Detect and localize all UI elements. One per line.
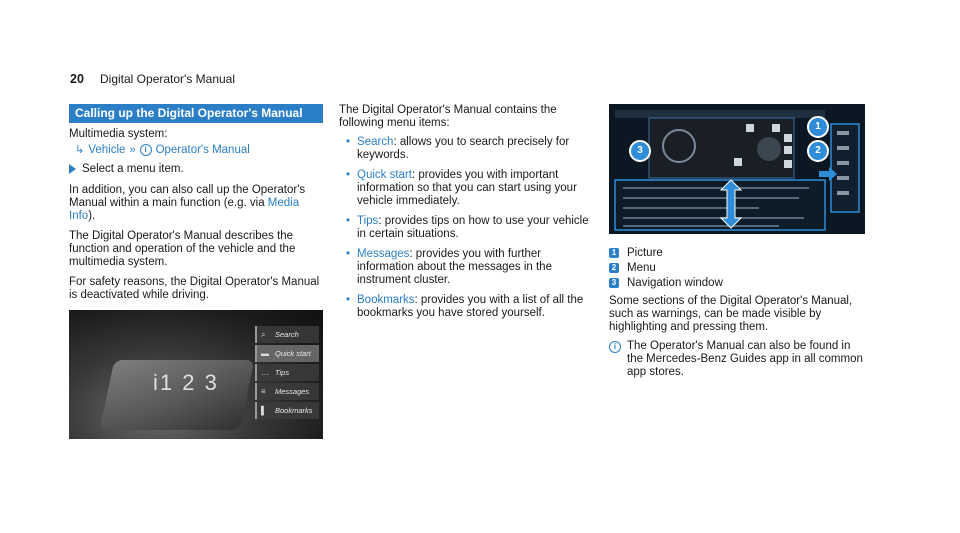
info-icon: i bbox=[140, 144, 152, 156]
manual-screen-image bbox=[609, 104, 865, 234]
screen-menu-messages[interactable]: ≡ Messages bbox=[255, 383, 319, 400]
note-text: The Operator's Manual can also be found in the Mercedes-Benz Guides app in all common app stores. bbox=[627, 340, 863, 378]
screen-menu-tips[interactable]: … Tips bbox=[255, 364, 319, 381]
screen-menu-bookmarks[interactable]: ▌ Bookmarks bbox=[255, 402, 319, 419]
list-item: • Tips: provides tips on how to use your vehicle in certain situations. bbox=[339, 215, 597, 241]
section-heading: Calling up the Digital Operator's Manual bbox=[69, 104, 323, 123]
display-screen-image bbox=[69, 310, 323, 439]
system-label: Multimedia system: bbox=[69, 128, 168, 140]
contents-list bbox=[339, 136, 597, 320]
path-arrow-icon: ↳ bbox=[69, 144, 85, 156]
double-chevron-icon: » bbox=[129, 143, 136, 156]
note bbox=[609, 340, 865, 379]
term-tips[interactable]: Tips bbox=[357, 215, 379, 227]
list-item: • Messages: provides you with further information about the messages in the instrument cluster. bbox=[339, 248, 597, 287]
note-info-icon: i bbox=[609, 341, 621, 353]
play-step-icon bbox=[69, 164, 76, 174]
list-item: • Bookmarks: provides you with a list of all the bookmarks you have stored yourself. bbox=[339, 294, 597, 320]
page-number: 20 bbox=[70, 72, 84, 86]
term-search[interactable]: Search bbox=[357, 136, 394, 148]
callout-1: 1 bbox=[807, 116, 829, 138]
display-logo-text: i1 2 3 bbox=[153, 370, 219, 395]
middle-column bbox=[339, 104, 597, 327]
term-bookmarks[interactable]: Bookmarks bbox=[357, 294, 415, 306]
menu-path bbox=[69, 143, 323, 156]
callout-2: 2 bbox=[807, 140, 829, 162]
paragraph-media-info: In addition, you can also call up the Operator's Manual within a main function (e.g. via Media Info). bbox=[69, 184, 306, 222]
action-step: Select a menu item. bbox=[69, 163, 323, 176]
path-vehicle-link[interactable]: Vehicle bbox=[88, 143, 126, 156]
right-column bbox=[609, 247, 865, 379]
list-item: • Quick start: provides you with important information so that you can start using your vehicle immediately. bbox=[339, 169, 597, 208]
paragraph-safety: For safety reasons, the Digital Operator's Manual is deactivated while driving. bbox=[69, 276, 320, 301]
legend-item: 1 Picture bbox=[609, 247, 865, 259]
legend-item: 2 Menu bbox=[609, 262, 865, 274]
screen-menu-quick-start[interactable]: ▬ Quick start bbox=[255, 345, 319, 362]
list-item: • Search: allows you to search precisely for keywords. bbox=[339, 136, 597, 162]
term-quick-start[interactable]: Quick start bbox=[357, 169, 412, 181]
callout-3: 3 bbox=[629, 140, 651, 162]
paragraph-warnings: Some sections of the Digital Operator's Manual, such as warnings, can be made visible by highlighting and pressing them. bbox=[609, 295, 853, 333]
left-column bbox=[69, 128, 323, 309]
term-messages[interactable]: Messages bbox=[357, 248, 410, 260]
contents-intro: The Digital Operator's Manual contains the following menu items: bbox=[339, 104, 557, 129]
paragraph-description: The Digital Operator's Manual describes the function and operation of the vehicle and the multimedia system. bbox=[69, 230, 296, 268]
legend-item: 3 Navigation window bbox=[609, 277, 865, 289]
running-title: Digital Operator's Manual bbox=[100, 72, 236, 86]
path-manual-link[interactable]: Operator's Manual bbox=[155, 143, 250, 156]
media-info-link[interactable]: Media Info bbox=[69, 197, 300, 222]
screen-menu-search[interactable]: ⌕ Search bbox=[255, 326, 319, 343]
screen-menu bbox=[255, 326, 319, 421]
